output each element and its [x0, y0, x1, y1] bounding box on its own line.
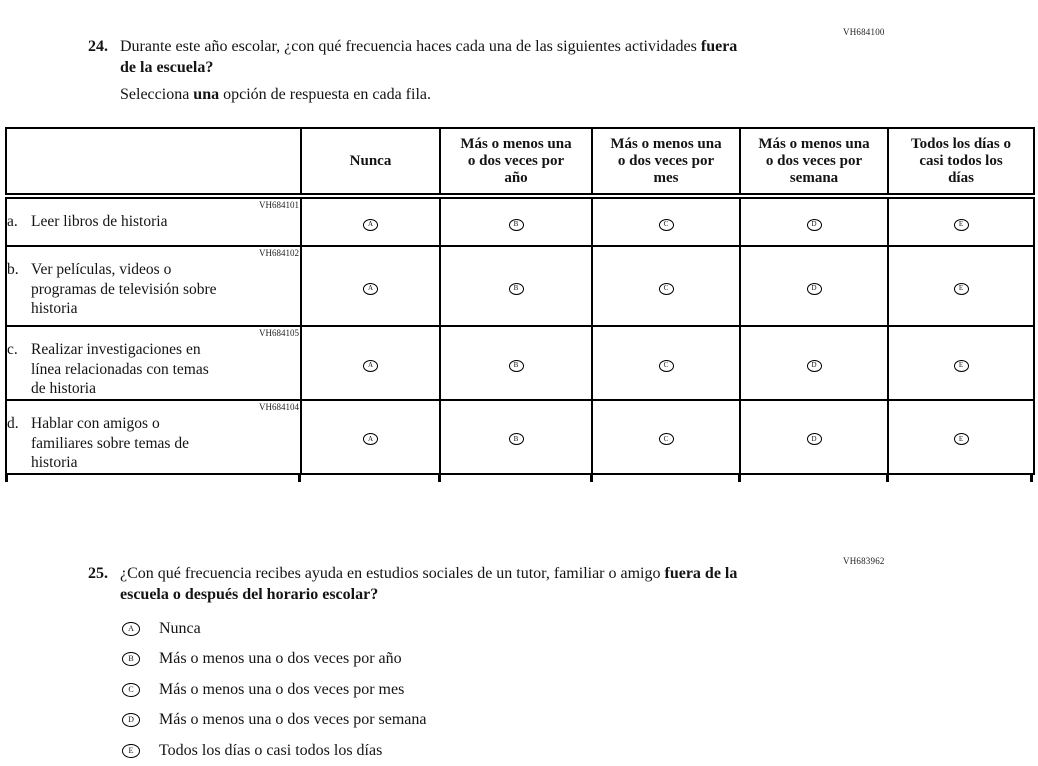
option-row-E: [122, 740, 427, 761]
table-row-b: [6, 246, 1034, 326]
option-bubble-25-E[interactable]: E: [122, 744, 140, 758]
row-a-label: [7, 212, 300, 232]
instruction-pre: Selecciona: [120, 86, 194, 103]
row-b-text: Ver películas, videos o programas de televisión sobre historia: [31, 261, 217, 317]
row-d-cell-todos: [888, 400, 1034, 474]
row-a-cell-todos: [888, 196, 1034, 246]
instruction-post: opción de respuesta en cada fila.: [219, 86, 431, 103]
row-b-cell-nunca: [301, 246, 440, 326]
row-c-code: VH684105: [259, 328, 299, 338]
row-c-cell-todos: [888, 326, 1034, 400]
row-d-label: [7, 414, 300, 473]
question-24-number: 24.: [88, 38, 108, 55]
option-bubble-b-B[interactable]: B: [509, 283, 524, 295]
table-continuation-stub: [298, 475, 301, 482]
response-matrix: [5, 127, 1033, 475]
option-row-B: [122, 649, 427, 670]
column-header-por-mes: [592, 128, 740, 196]
option-bubble-a-C[interactable]: C: [659, 219, 674, 231]
table-row-c: [6, 326, 1034, 400]
question-25-options: [122, 618, 427, 766]
table-continuation-stub: [590, 475, 593, 482]
option-bubble-d-E[interactable]: E: [954, 433, 969, 445]
row-a-cell-semana: [740, 196, 888, 246]
column-header-por-mes-label: Más o menos una o dos veces por mes: [610, 135, 722, 186]
table-continuation-stub: [738, 475, 741, 482]
option-bubble-d-D[interactable]: D: [807, 433, 822, 445]
option-bubble-b-D[interactable]: D: [807, 283, 822, 295]
question-24-text-bold: fuera de la escuela?: [120, 38, 738, 76]
option-bubble-b-C[interactable]: C: [659, 283, 674, 295]
column-header-por-ano-label: Más o menos una o dos veces por año: [460, 135, 572, 186]
row-b-cell-todos: [888, 246, 1034, 326]
column-header-por-ano: [440, 128, 592, 196]
row-c-label-cell: [6, 326, 301, 400]
instruction-bold: una: [193, 86, 220, 103]
row-a-code: VH684101: [259, 200, 299, 210]
row-d-cell-nunca: [301, 400, 440, 474]
row-d-code: VH684104: [259, 402, 299, 412]
row-c-cell-semana: [740, 326, 888, 400]
row-d-label-cell: [6, 400, 301, 474]
row-d-text: Hablar con amigos o familiares sobre temas de historia: [31, 415, 189, 471]
option-bubble-b-A[interactable]: A: [363, 283, 378, 295]
option-row-D: [122, 710, 427, 731]
option-row-A: [122, 618, 427, 639]
option-bubble-c-B[interactable]: B: [509, 360, 524, 372]
row-d-cell-mes: [592, 400, 740, 474]
row-c-letter: c.: [7, 341, 18, 358]
option-bubble-c-D[interactable]: D: [807, 360, 822, 372]
column-header-nunca-label: Nunca: [349, 152, 392, 169]
table-continuation-stub: [1030, 475, 1033, 482]
option-bubble-d-B[interactable]: B: [509, 433, 524, 445]
row-c-cell-ano: [440, 326, 592, 400]
option-bubble-c-A[interactable]: A: [363, 360, 378, 372]
option-label-E: Todos los días o casi todos los días: [159, 741, 383, 759]
option-bubble-25-A[interactable]: A: [122, 622, 140, 636]
row-d-cell-ano: [440, 400, 592, 474]
row-a-cell-ano: [440, 196, 592, 246]
option-bubble-d-A[interactable]: A: [363, 433, 378, 445]
question-24-text-regular: Durante este año escolar, ¿con qué frecuencia haces cada una de las siguientes actividades: [120, 38, 701, 55]
table-row-a: [6, 196, 1034, 246]
option-bubble-25-C[interactable]: C: [122, 683, 140, 697]
row-a-cell-mes: [592, 196, 740, 246]
column-header-por-semana: [740, 128, 888, 196]
question-24-code: VH684100: [843, 27, 885, 37]
row-a-cell-nunca: [301, 196, 440, 246]
row-c-cell-mes: [592, 326, 740, 400]
option-label-A: Nunca: [159, 619, 201, 637]
row-d-cell-semana: [740, 400, 888, 474]
row-c-label: [7, 340, 300, 399]
row-a-text: Leer libros de historia: [31, 213, 168, 230]
option-bubble-25-D[interactable]: D: [122, 713, 140, 727]
question-25: [88, 563, 748, 605]
row-b-label: [7, 260, 300, 319]
option-bubble-c-C[interactable]: C: [659, 360, 674, 372]
option-bubble-a-D[interactable]: D: [807, 219, 822, 231]
question-25-text-bold: fuera de la escuela o después del horario escolar?: [120, 565, 738, 603]
option-bubble-25-B[interactable]: B: [122, 652, 140, 666]
column-header-blank: [6, 128, 301, 196]
option-row-C: [122, 679, 427, 700]
question-25-number: 25.: [88, 565, 108, 582]
column-header-todos-los-dias-label: Todos los días o casi todos los días: [911, 135, 1011, 186]
response-matrix-table: [5, 127, 1035, 475]
column-header-todos-los-dias: [888, 128, 1034, 196]
column-header-por-semana-label: Más o menos una o dos veces por semana: [758, 135, 870, 186]
option-bubble-a-B[interactable]: B: [509, 219, 524, 231]
option-bubble-b-E[interactable]: E: [954, 283, 969, 295]
column-header-nunca: [301, 128, 440, 196]
row-b-code: VH684102: [259, 248, 299, 258]
option-bubble-a-A[interactable]: A: [363, 219, 378, 231]
question-24: [88, 36, 738, 78]
table-row-d: [6, 400, 1034, 474]
row-a-letter: a.: [7, 213, 18, 230]
row-b-cell-ano: [440, 246, 592, 326]
question-25-text-regular: ¿Con qué frecuencia recibes ayuda en estudios sociales de un tutor, familiar o amigo: [120, 565, 665, 582]
option-label-B: Más o menos una o dos veces por año: [159, 650, 402, 667]
question-25-code: VH683962: [843, 556, 885, 566]
option-bubble-d-C[interactable]: C: [659, 433, 674, 445]
matrix-header-row: [6, 128, 1034, 196]
row-a-label-cell: [6, 196, 301, 246]
question-24-text: [120, 36, 738, 78]
table-continuation-stub: [886, 475, 889, 482]
option-label-C: Más o menos una o dos veces por mes: [159, 680, 405, 698]
option-label-D: Más o menos una o dos veces por semana: [159, 711, 427, 728]
row-b-letter: b.: [7, 261, 19, 278]
table-continuation-stub: [5, 475, 8, 482]
question-25-text: [120, 563, 748, 605]
row-c-cell-nunca: [301, 326, 440, 400]
row-b-cell-mes: [592, 246, 740, 326]
table-continuation-stub: [438, 475, 441, 482]
row-b-cell-semana: [740, 246, 888, 326]
option-bubble-a-E[interactable]: E: [954, 219, 969, 231]
question-24-instruction: [120, 86, 431, 104]
row-d-letter: d.: [7, 415, 19, 432]
option-bubble-c-E[interactable]: E: [954, 360, 969, 372]
row-c-text: Realizar investigaciones en línea relacionadas con temas de historia: [31, 341, 209, 397]
row-b-label-cell: [6, 246, 301, 326]
